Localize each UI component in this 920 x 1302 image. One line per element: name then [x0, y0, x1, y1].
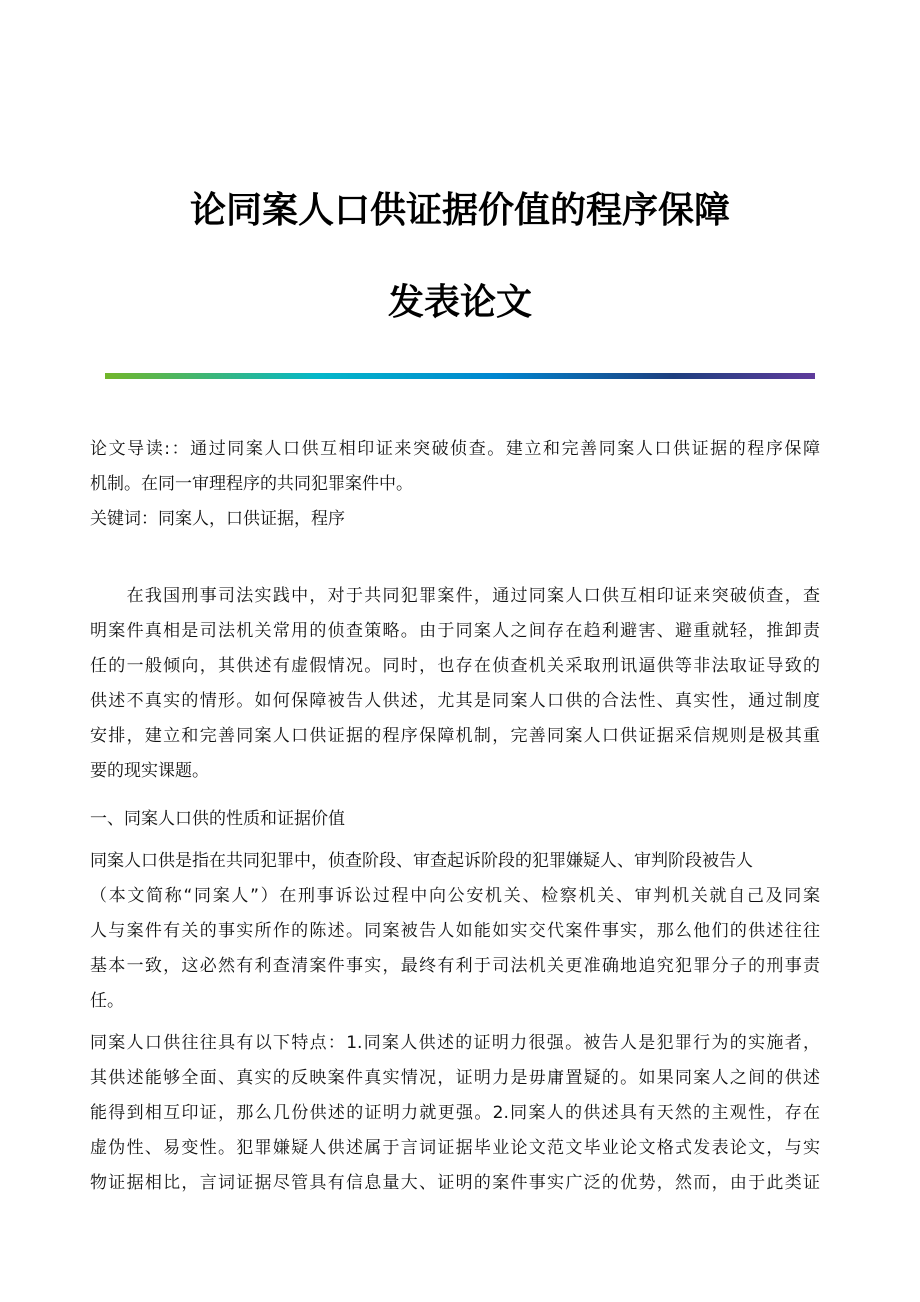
document-title-line2: 发表论文 [387, 281, 532, 323]
paragraph-line: 明案件真相是司法机关常用的侦查策略。由于同案人之间存在趋利避害、避重就轻，推卸责 [90, 621, 820, 641]
paragraph-line: 安排，建立和完善同案人口供证据的程序保障机制，完善同案人口供证据采信规则是极其重 [90, 726, 820, 746]
paragraph-line: 虚伪性、易变性。犯罪嫌疑人供述属于言词证据毕业论文范文毕业论文格式发表论文，与实 [90, 1138, 820, 1158]
paragraph-line: 供述不真实的情形。如何保障被告人供述，尤其是同案人口供的合法性、真实性，通过制度 [90, 691, 820, 711]
paragraph-line: 基本一致，这必然有利查清案件事实，最终有利于司法机关更准确地追究犯罪分子的刑事责 [90, 956, 820, 976]
paragraph-line: 同案人口供是指在共同犯罪中，侦查阶段、审查起诉阶段的犯罪嫌疑人、审判阶段被告人 [90, 851, 753, 871]
section-heading-text: 一、同案人口供的性质和证据价值 [90, 809, 345, 829]
section-heading [90, 802, 820, 837]
abstract [90, 432, 820, 537]
abstract-line: 机制。在同一审理程序的共同犯罪案件中。 [90, 474, 413, 494]
paragraph-line: 在我国刑事司法实践中，对于共同犯罪案件，通过同案人口供互相印证来突破侦查，查 [90, 586, 820, 606]
paragraph-3 [90, 1026, 820, 1201]
paragraph-line: 人与案件有关的事实所作的陈述。同案被告人如能如实交代案件事实，那么他们的供述往往 [90, 921, 820, 941]
paragraph-line: 同案人口供往往具有以下特点：1.同案人供述的证明力很强。被告人是犯罪行为的实施者， [90, 1033, 820, 1053]
paragraph-line: 其供述能够全面、真实的反映案件真实情况，证明力是毋庸置疑的。如果同案人之间的供述 [90, 1068, 820, 1088]
abstract-line: 论文导读:：通过同案人口供互相印证来突破侦查。建立和完善同案人口供证据的程序保障 [90, 439, 820, 459]
paragraph-line: 物证据相比，言词证据尽管具有信息量大、证明的案件事实广泛的优势，然而，由于此类证 [90, 1173, 820, 1193]
document-title-line1: 论同案人口供证据价值的程序保障 [189, 189, 730, 231]
paragraph-line: 要的现实课题。 [90, 761, 209, 781]
paragraph-1 [90, 579, 820, 789]
title-divider [105, 373, 815, 379]
paragraph-line: （本文简称“同案人”）在刑事诉讼过程中向公安机关、检察机关、审判机关就自己及同案 [90, 886, 820, 906]
paragraph-line: 任。 [90, 991, 124, 1011]
paragraph-line: 任的一般倾向，其供述有虚假情况。同时，也存在侦查机关采取刑讯逼供等非法取证导致的 [90, 656, 820, 676]
paragraph-line: 能得到相互印证，那么几份供述的证明力就更强。2.同案人的供述具有天然的主观性，存在 [90, 1103, 820, 1123]
keywords: 关键词：同案人，口供证据，程序 [90, 509, 345, 529]
paragraph-2 [90, 844, 820, 1019]
